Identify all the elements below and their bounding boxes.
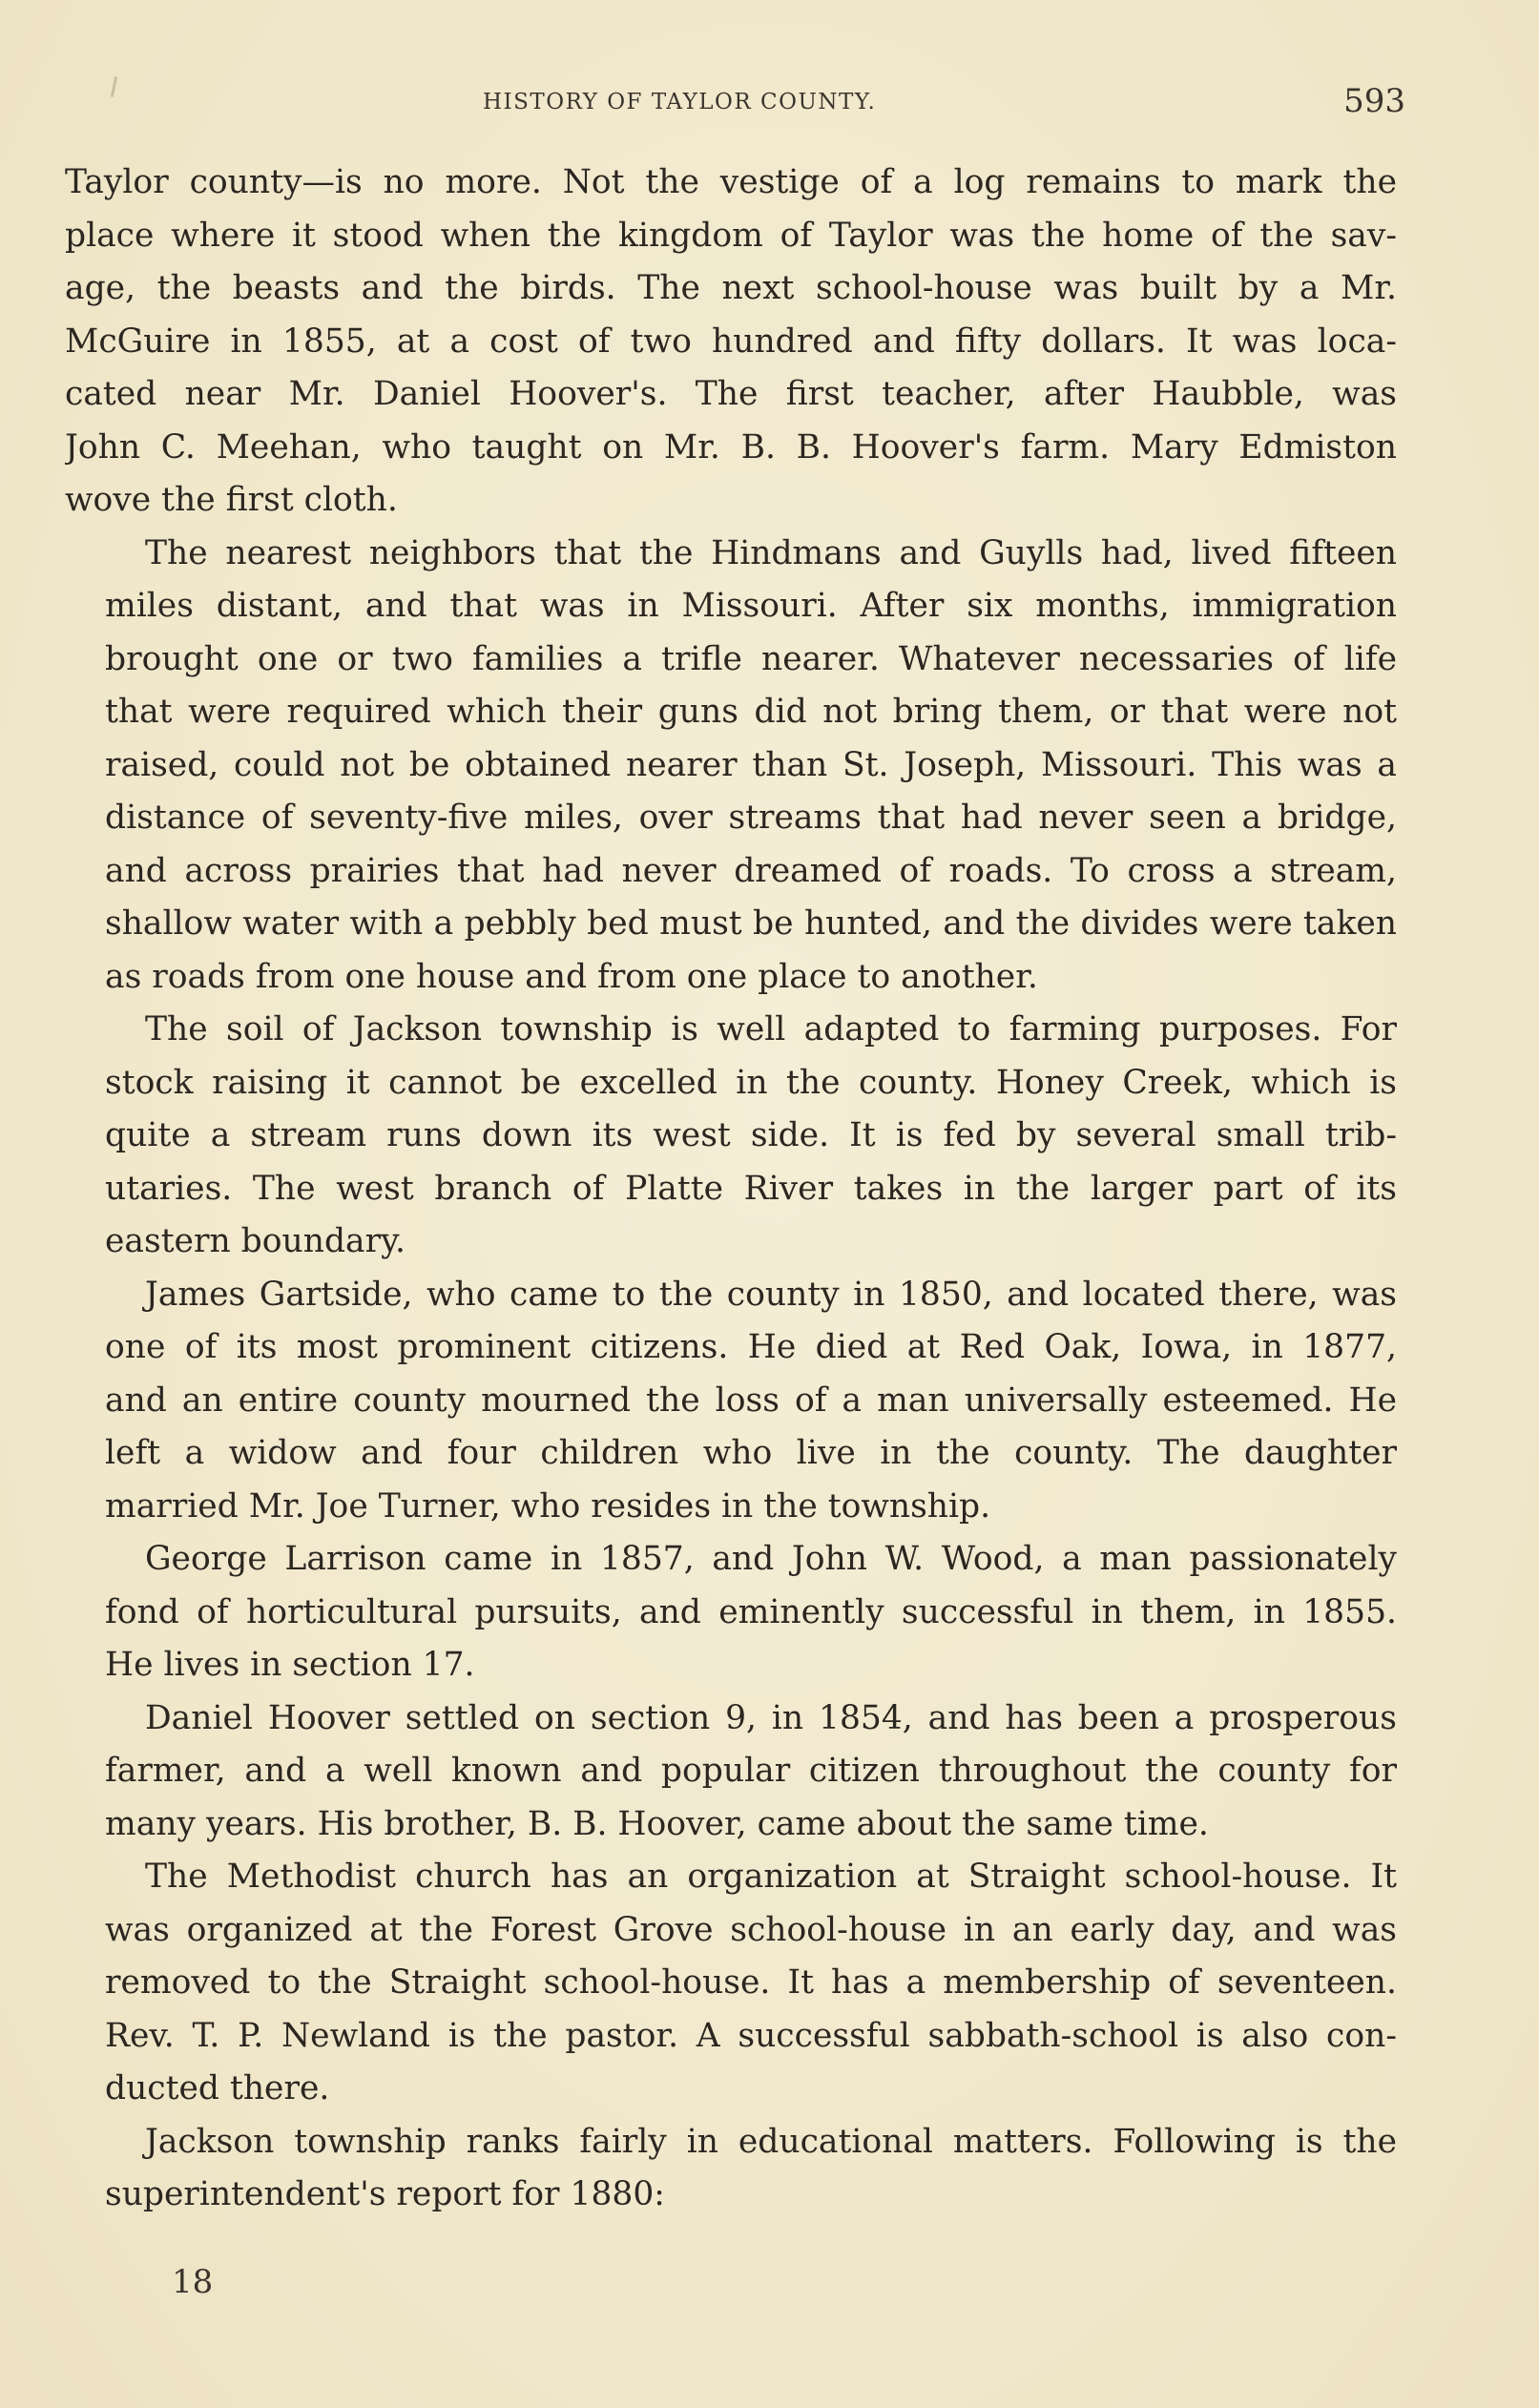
text-line: many years. His brother, B. B. Hoover, came about the same time. xyxy=(105,1804,1209,1843)
text-line: miles distant, and that was in Missouri. After six months, immigration xyxy=(105,587,1397,625)
text-line: utaries. The west branch of Platte River takes in the larger part of its xyxy=(105,1169,1397,1208)
paragraph xyxy=(65,1004,1397,1269)
text-line: cated near Mr. Daniel Hoover's. The first teacher, after Haubble, was xyxy=(65,375,1397,413)
paragraph xyxy=(65,2116,1397,2222)
text-line: and an entire county mourned the loss of a man universally esteemed. He xyxy=(105,1380,1397,1420)
running-head: HISTORY OF TAYLOR COUNTY. xyxy=(483,90,877,114)
text-line: McGuire in 1855, at a cost of two hundred and fifty dollars. It was loca- xyxy=(65,322,1397,361)
text-line: George Larrison came in 1857, and John W. Wood, a man passionately xyxy=(145,1540,1397,1578)
text-line: shallow water with a pebbly bed must be hunted, and the divides were taken xyxy=(105,904,1397,943)
text-line: quite a stream runs down its west side. It is fed by several small trib- xyxy=(105,1116,1397,1154)
text-line: distance of seventy-five miles, over streams that had never seen a bridge, xyxy=(105,799,1397,837)
text-line: age, the beasts and the birds. The next school-house was built by a Mr. xyxy=(65,269,1397,307)
text-line: and across prairies that had never dreamed of roads. To cross a stream, xyxy=(105,851,1397,890)
text-line: one of its most prominent citizens. He died at Red Oak, Iowa, in 1877, xyxy=(105,1328,1397,1366)
text-line: John C. Meehan, who taught on Mr. B. B. Hoover's farm. Mary Edmiston xyxy=(65,427,1397,467)
text-line: raised, could not be obtained nearer than St. Joseph, Missouri. This was a xyxy=(105,745,1397,784)
text-line: The soil of Jackson township is well adapted to farming purposes. For xyxy=(145,1010,1397,1048)
text-line: Taylor county—is no more. Not the vestige of a log remains to mark the xyxy=(65,163,1397,201)
text-line: Daniel Hoover settled on section 9, in 1854, and has been a prosperous xyxy=(145,1698,1397,1737)
text-line: was organized at the Forest Grove school-house in an early day, and was xyxy=(105,1910,1397,1949)
text-line: fond of horticultural pursuits, and eminently successful in them, in 1855. xyxy=(105,1592,1397,1631)
signature-mark: 18 xyxy=(172,2263,214,2301)
text-line: farmer, and a well known and popular citizen throughout the county for xyxy=(105,1752,1397,1790)
paragraph xyxy=(65,1692,1397,1852)
paragraph xyxy=(65,156,1397,528)
text-line: The Methodist church has an organization at Straight school-house. It xyxy=(145,1858,1397,1896)
text-line: He lives in section 17. xyxy=(105,1646,475,1684)
page-header xyxy=(65,80,1405,120)
paragraph xyxy=(65,1269,1397,1534)
text-line: ducted there. xyxy=(105,2069,330,2107)
paragraph xyxy=(65,1533,1397,1692)
text-line: married Mr. Joe Turner, who resides in the township. xyxy=(105,1486,991,1526)
paragraph xyxy=(65,1851,1397,2116)
text-line: The nearest neighbors that the Hindmans and Guylls had, lived fifteen xyxy=(145,533,1397,572)
text-line: eastern boundary. xyxy=(105,1222,406,1260)
text-line: James Gartside, who came to the county in 1850, and located there, was xyxy=(145,1275,1397,1314)
text-line: that were required which their guns did not bring them, or that were not xyxy=(105,693,1397,731)
text-line: place where it stood when the kingdom of Taylor was the home of the sav- xyxy=(65,216,1397,255)
text-line: Rev. T. P. Newland is the pastor. A successful sabbath-school is also con- xyxy=(105,2016,1397,2055)
text-line: left a widow and four children who live in the county. The daughter xyxy=(105,1434,1397,1472)
page-number: 593 xyxy=(1343,82,1405,120)
paragraph xyxy=(65,528,1397,1005)
text-line: Jackson township ranks fairly in educational matters. Following is the xyxy=(145,2122,1397,2161)
text-line: superintendent's report for 1880: xyxy=(105,2175,665,2213)
text-line: as roads from one house and from one place to another. xyxy=(105,957,1038,996)
text-line: wove the first cloth. xyxy=(65,481,398,519)
text-line: stock raising it cannot be excelled in the county. Honey Creek, which is xyxy=(105,1063,1397,1102)
text-line: removed to the Straight school-house. It has a membership of seventeen. xyxy=(105,1963,1397,2002)
body-text xyxy=(65,156,1397,2222)
text-line: brought one or two families a trifle nearer. Whatever necessaries of life xyxy=(105,639,1397,678)
